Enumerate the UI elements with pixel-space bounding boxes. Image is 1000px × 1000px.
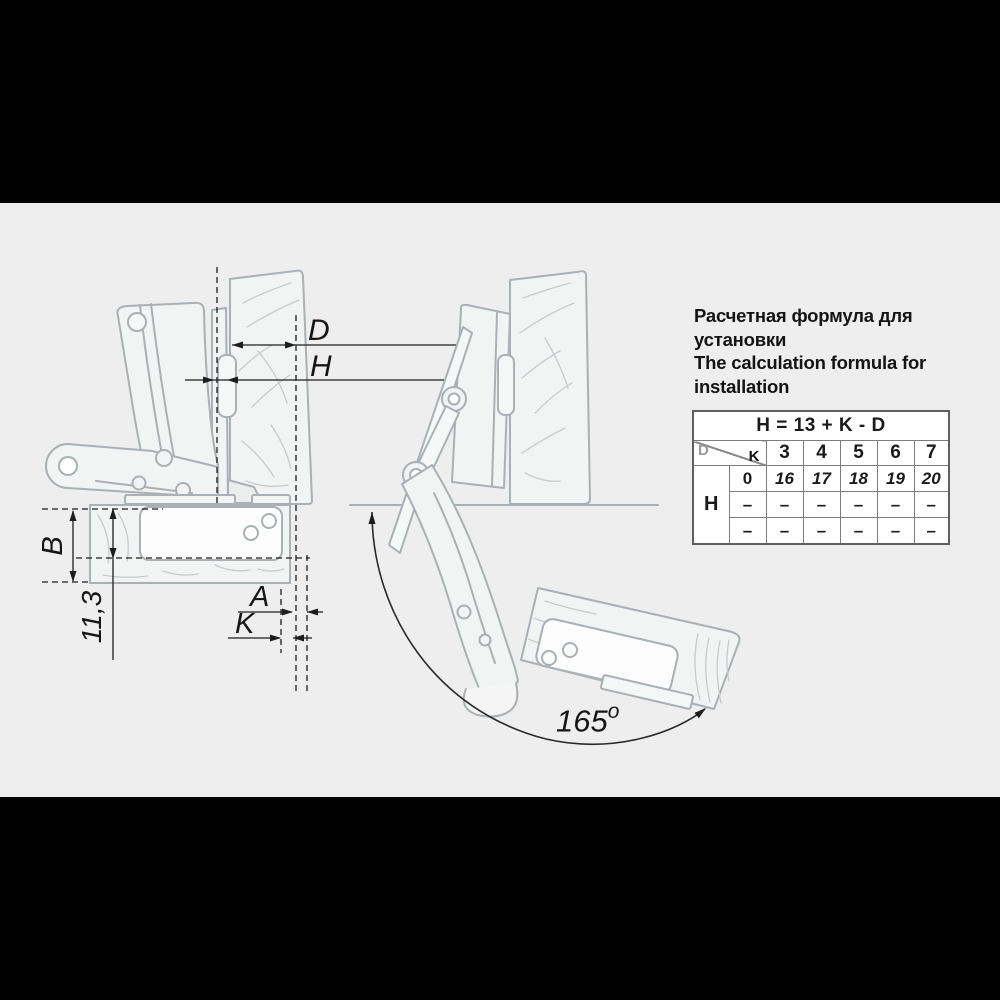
formula-cell: H = 13 + K - D [693,411,949,441]
dim-label-d: D [308,314,330,347]
open-hinge-drawing [350,271,740,716]
corner-label-d: D [698,442,709,459]
dim-label-b: B [37,536,69,556]
cabinet-panel [230,271,312,504]
lever-pivot [59,457,77,475]
h-value-cell: 18 [840,466,877,492]
h-value-cell: 19 [877,466,914,492]
formula-row [693,411,949,441]
arm-screw-hole [128,313,146,331]
dim-label-cup-depth: 11,3 [76,590,107,644]
h-value-cell: – [766,492,803,518]
closed-hinge-drawing [46,271,312,583]
k-header-row [693,441,949,466]
d-value-cell: – [729,492,766,518]
heading-line-en-1: The calculation formula for [694,352,927,373]
h-axis-cell: H [693,466,729,545]
opening-angle-label [556,702,619,739]
h-value-cell: – [914,492,949,518]
angle-degree-mark: o [607,700,620,723]
dim-label-h: H [310,350,332,383]
h-value-cell: – [840,518,877,545]
cabinet-panel-open [510,271,590,504]
diagram-canvas [0,203,1000,797]
k-header: 3 [766,441,803,466]
angle-value: 165 [556,703,608,739]
k-header: 5 [840,441,877,466]
h-value-cell: 20 [914,466,949,492]
k-header: 7 [914,441,949,466]
h-value-cell: – [914,518,949,545]
h-value-cell: 16 [766,466,803,492]
calculation-table [692,410,950,545]
letterbox-top [0,0,1000,203]
open-hinge-arm [402,465,518,695]
value-row [693,466,949,492]
h-value-cell: – [840,492,877,518]
k-header: 6 [877,441,914,466]
h-value-cell: – [766,518,803,545]
dim-label-a: A [250,581,270,613]
dim-label-k: K [235,608,255,640]
heading-block [694,304,926,398]
letterbox-bottom [0,797,1000,1000]
h-value-cell: – [877,518,914,545]
k-header: 4 [803,441,840,466]
hinge-cup-side-view [218,355,236,417]
heading-line-ru-2: установки [694,328,787,350]
value-row [693,492,949,518]
h-value-cell: – [803,492,840,518]
dk-corner-cell [693,441,766,466]
h-value-cell: 17 [803,466,840,492]
h-value-cell: – [803,518,840,545]
corner-label-k: K [748,448,760,465]
heading-line-ru-1: Расчетная формула для [694,305,913,326]
d-value-cell: – [729,518,766,545]
h-value-cell: – [877,492,914,518]
heading-line-en-2: installation [694,375,790,397]
hinge-cup [140,507,282,560]
value-row [693,518,949,545]
d-value-cell: 0 [729,466,766,492]
